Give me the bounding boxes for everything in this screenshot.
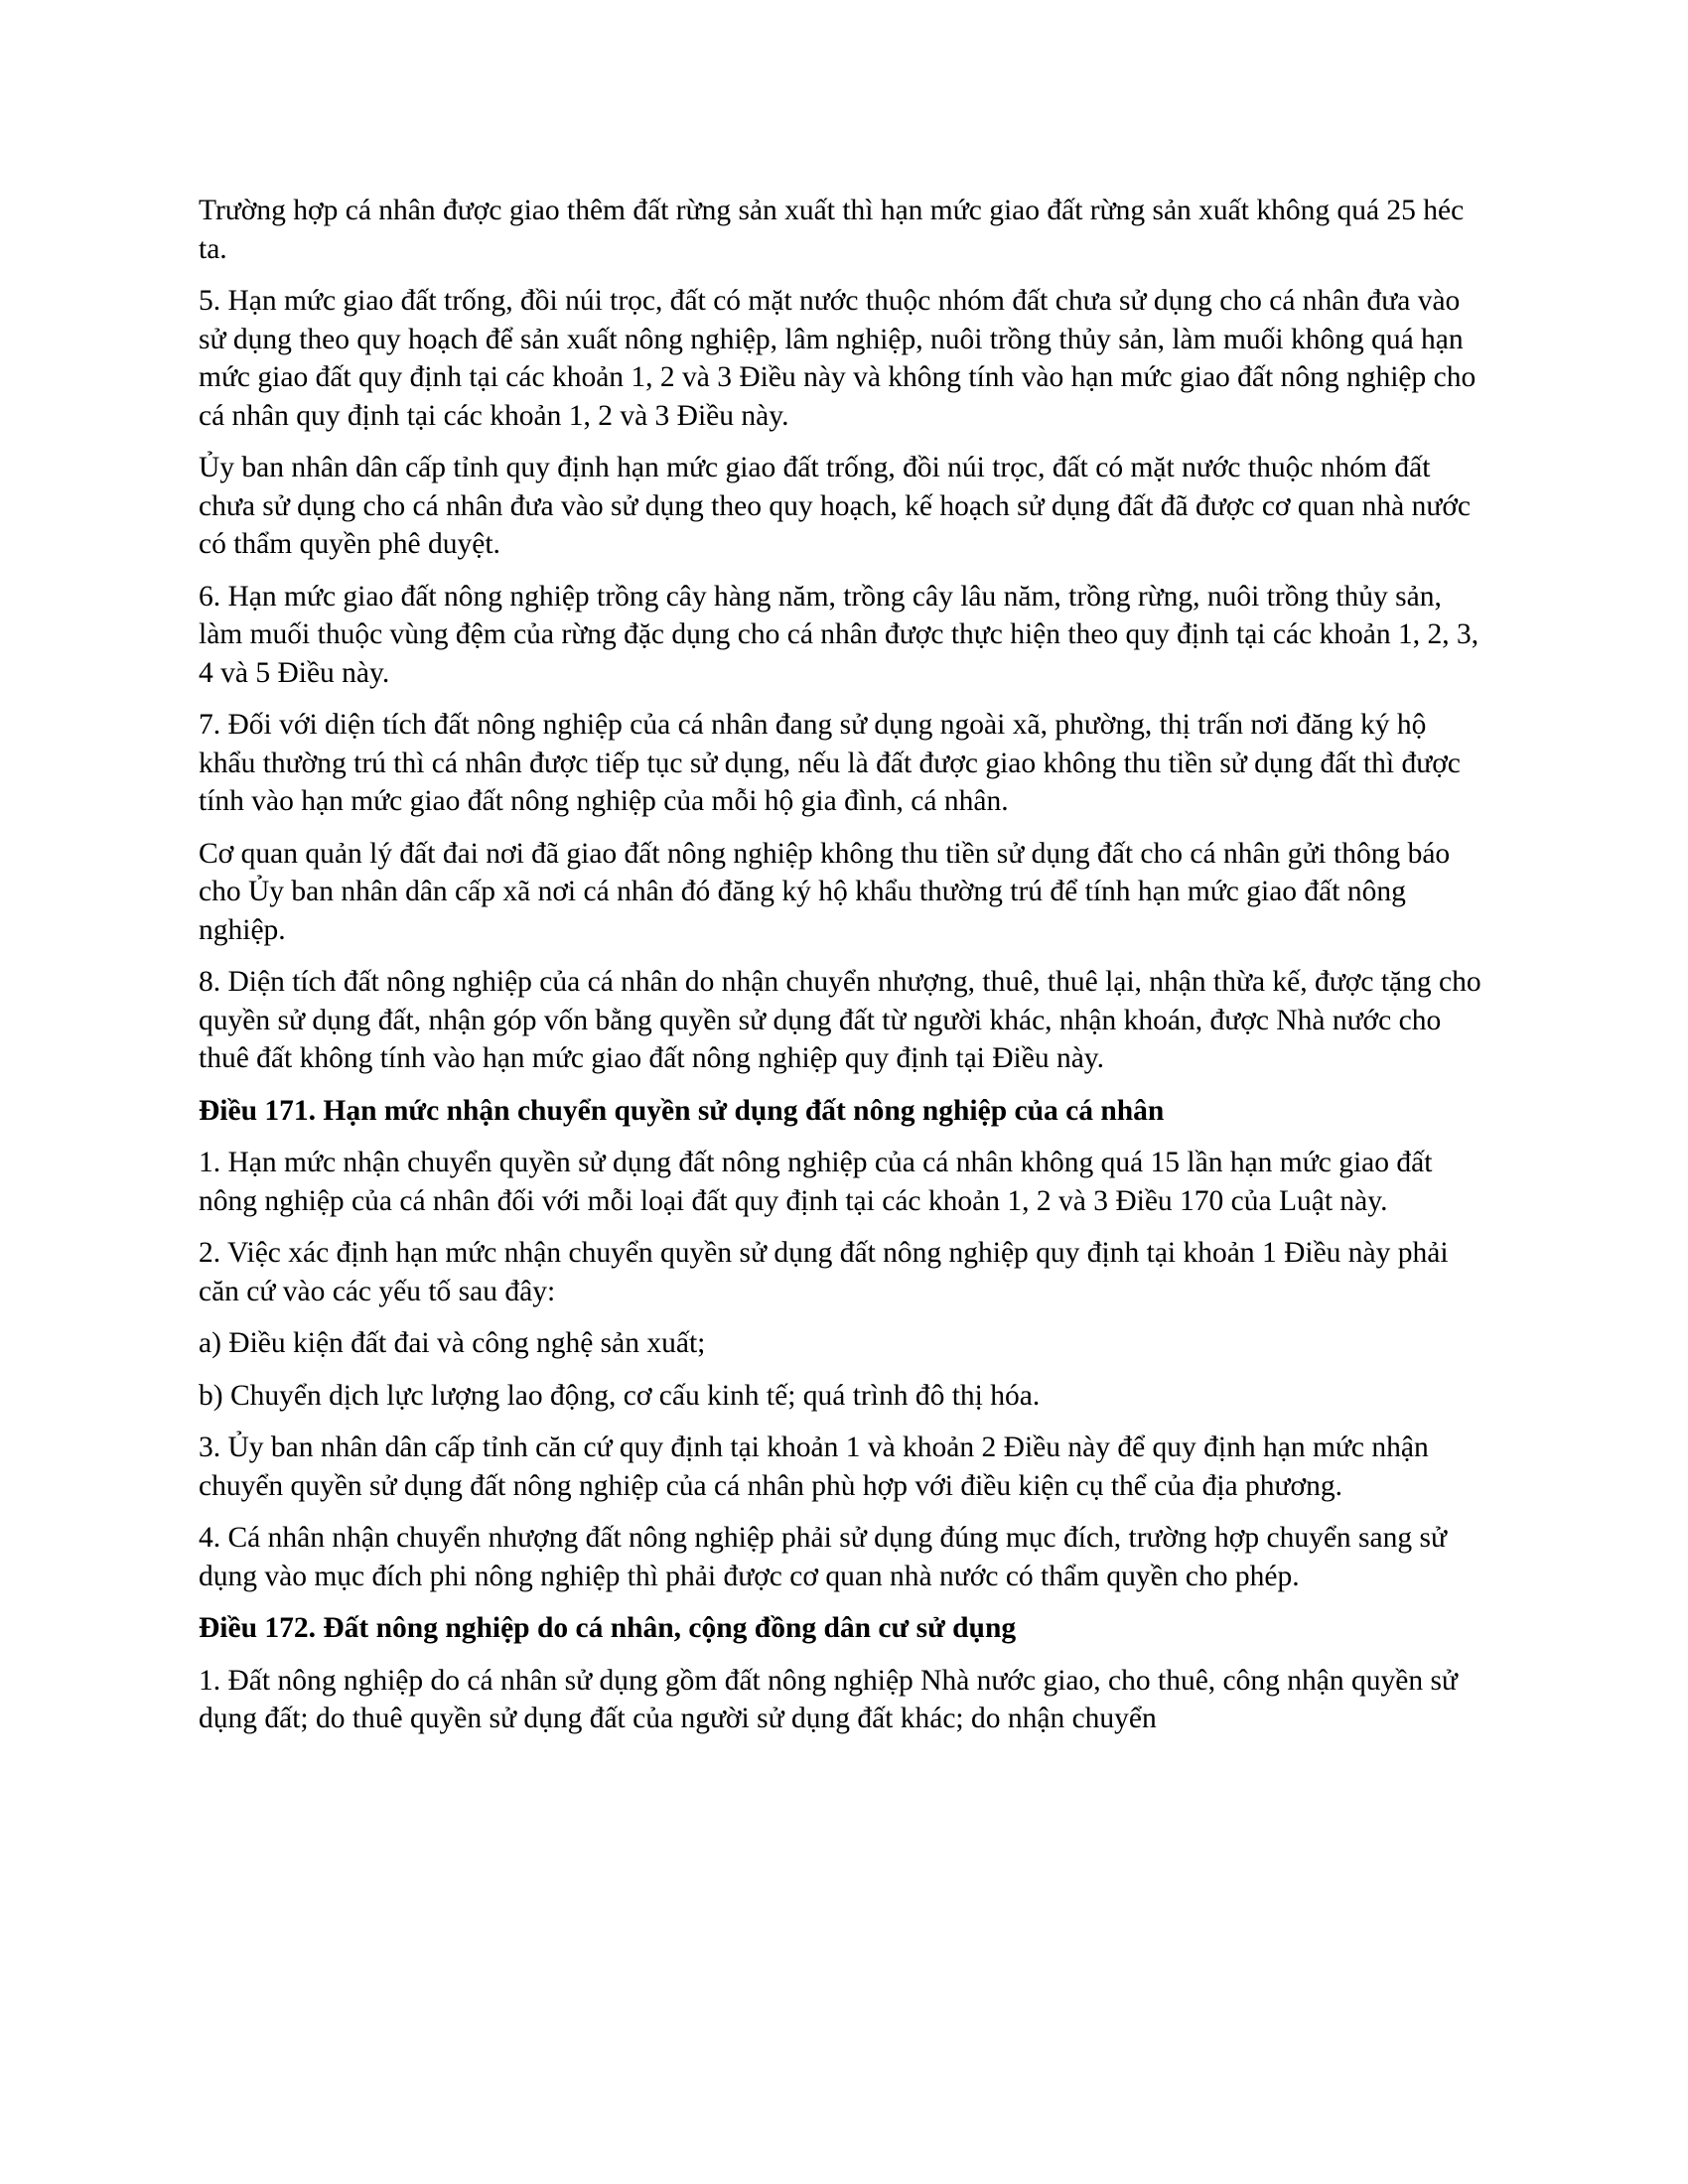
paragraph-171-clause-2: 2. Việc xác định hạn mức nhận chuyển quyền sử dụng đất nông nghiệp quy định tại khoản 1 Điều này phải căn cứ vào các yếu tố sau đây: xyxy=(199,1237,1449,1307)
paragraph-171-point-a: a) Điều kiện đất đai và công nghệ sản xuất; xyxy=(199,1327,706,1359)
document-page xyxy=(199,192,1489,1752)
paragraph-clause-5: 5. Hạn mức giao đất trống, đồi núi trọc, đất có mặt nước thuộc nhóm đất chưa sử dụng cho cá nhân đưa vào sử dụng theo quy hoạch để sản xuất nông nghiệp, lâm nghiệp, nuôi trồng thủy sản, làm muối không quá hạn mức giao đất quy định tại các khoản 1, 2 và 3 Điều này và không tính vào hạn mức giao đất nông nghiệp cho cá nhân quy định tại các khoản 1, 2 và 3 Điều này. xyxy=(199,285,1477,432)
paragraph-clause-8: 8. Diện tích đất nông nghiệp của cá nhân do nhận chuyển nhượng, thuê, thuê lại, nhận thừa kế, được tặng cho quyền sử dụng đất, nhận góp vốn bằng quyền sử dụng đất từ người khác, nhận khoán, được Nhà nước cho thuê đất không tính vào hạn mức giao đất nông nghiệp quy định tại Điều này. xyxy=(199,966,1481,1074)
paragraph-provincial-limit: Ủy ban nhân dân cấp tỉnh quy định hạn mức giao đất trống, đồi núi trọc, đất có mặt nước thuộc nhóm đất chưa sử dụng cho cá nhân đưa vào sử dụng theo quy hoạch, kế hoạch sử dụng đất đã được cơ quan nhà nước có thẩm quyền phê duyệt. xyxy=(199,452,1472,560)
paragraph-forest-limit: Trường hợp cá nhân được giao thêm đất rừng sản xuất thì hạn mức giao đất rừng sản xuất không quá 25 héc ta. xyxy=(199,195,1465,265)
article-171-heading: Điều 171. Hạn mức nhận chuyển quyền sử dụng đất nông nghiệp của cá nhân xyxy=(199,1094,1165,1127)
paragraph-notification: Cơ quan quản lý đất đai nơi đã giao đất nông nghiệp không thu tiền sử dụng đất cho cá nhân gửi thông báo cho Ủy ban nhân dân cấp xã nơi cá nhân đó đăng ký hộ khẩu thường trú để tính hạn mức giao đất nông nghiệp. xyxy=(199,837,1451,946)
paragraph-171-point-b: b) Chuyển dịch lực lượng lao động, cơ cấu kinh tế; quá trình đô thị hóa. xyxy=(199,1379,1041,1412)
paragraph-clause-6: 6. Hạn mức giao đất nông nghiệp trồng cây hàng năm, trồng cây lâu năm, trồng rừng, nuôi trồng thủy sản, làm muối thuộc vùng đệm của rừng đặc dụng cho cá nhân được thực hiện theo quy định tại các khoản 1, 2, 3, 4 và 5 Điều này. xyxy=(199,580,1479,689)
paragraph-171-clause-1: 1. Hạn mức nhận chuyển quyền sử dụng đất nông nghiệp của cá nhân không quá 15 lần hạn mức giao đất nông nghiệp của cá nhân đối với mỗi loại đất quy định tại các khoản 1, 2 và 3 Điều 170 của Luật này. xyxy=(199,1147,1433,1217)
article-172-heading: Điều 172. Đất nông nghiệp do cá nhân, cộng đồng dân cư sử dụng xyxy=(199,1612,1017,1644)
paragraph-171-clause-4: 4. Cá nhân nhận chuyển nhượng đất nông nghiệp phải sử dụng đúng mục đích, trường hợp chuyển sang sử dụng vào mục đích phi nông nghiệp thì phải được cơ quan nhà nước có thẩm quyền cho phép. xyxy=(199,1522,1447,1592)
paragraph-171-clause-3: 3. Ủy ban nhân dân cấp tỉnh căn cứ quy định tại khoản 1 và khoản 2 Điều này để quy định hạn mức nhận chuyển quyền sử dụng đất nông nghiệp của cá nhân phù hợp với điều kiện cụ thể của địa phương. xyxy=(199,1432,1429,1502)
paragraph-clause-7: 7. Đối với diện tích đất nông nghiệp của cá nhân đang sử dụng ngoài xã, phường, thị trấn nơi đăng ký hộ khẩu thường trú thì cá nhân được tiếp tục sử dụng, nếu là đất được giao không thu tiền sử dụng đất thì được tính vào hạn mức giao đất nông nghiệp của mỗi hộ gia đình, cá nhân. xyxy=(199,709,1461,817)
paragraph-172-clause-1: 1. Đất nông nghiệp do cá nhân sử dụng gồm đất nông nghiệp Nhà nước giao, cho thuê, công nhận quyền sử dụng đất; do thuê quyền sử dụng đất của người sử dụng đất khác; do nhận chuyển xyxy=(199,1664,1458,1734)
